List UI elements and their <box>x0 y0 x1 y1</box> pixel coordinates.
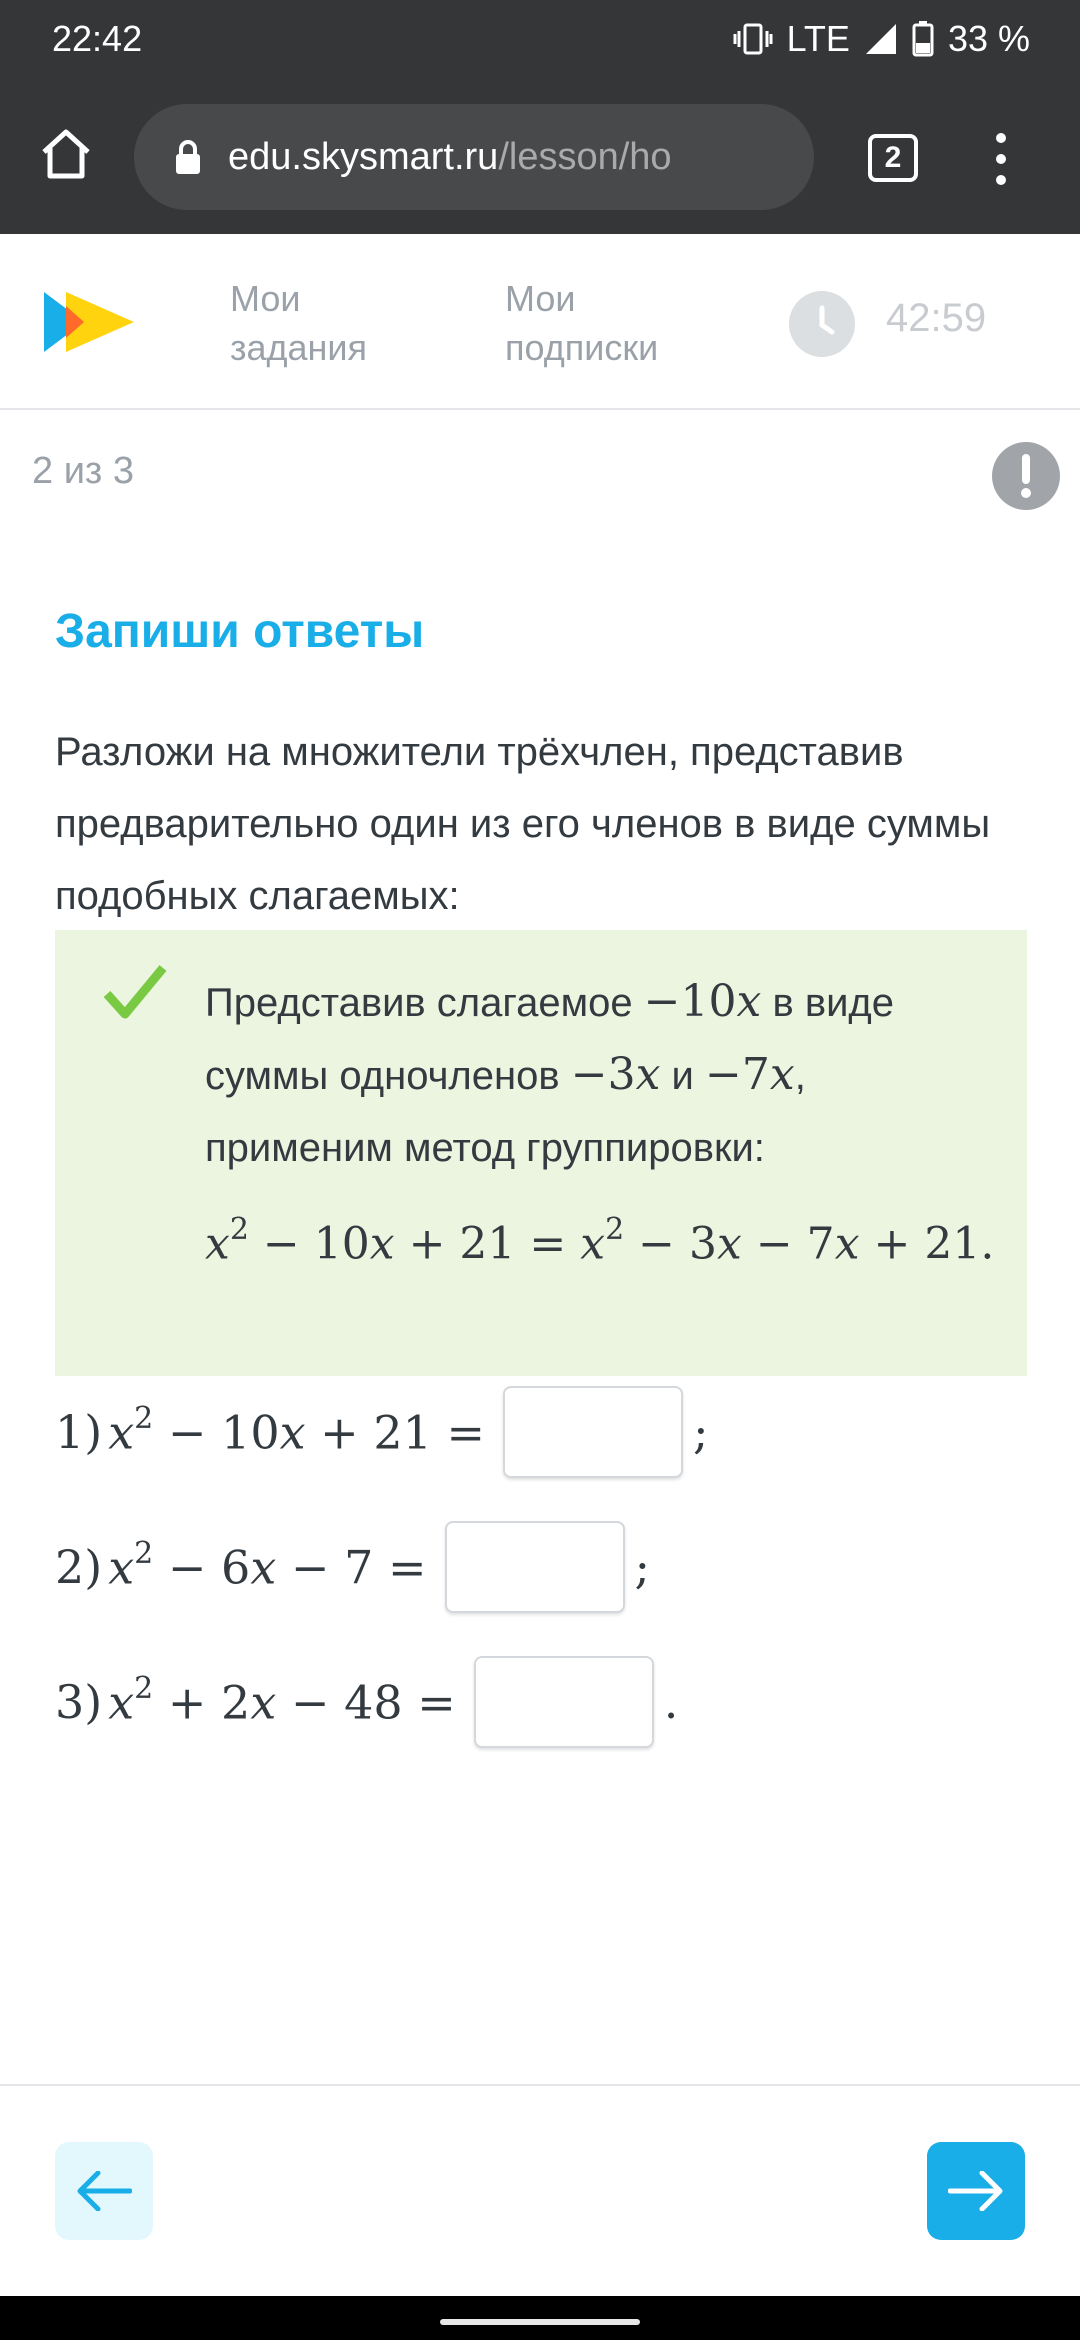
equation-number: 3) <box>55 1675 103 1729</box>
home-icon[interactable] <box>36 124 96 184</box>
hint-box <box>55 930 1027 1376</box>
hint-term-coef: −7 <box>704 1049 770 1100</box>
equation-part: + 21 = <box>305 1405 486 1460</box>
skysmart-logo[interactable] <box>44 292 134 352</box>
equation-part: + 2 <box>153 1675 251 1730</box>
hint-term-coef: −10 <box>643 976 737 1027</box>
lock-icon <box>174 139 202 175</box>
equation-part: − 6 <box>153 1540 251 1595</box>
equation-number: 2) <box>55 1540 103 1594</box>
answer-input-2[interactable] <box>445 1521 625 1613</box>
equation-end: . <box>663 1675 679 1729</box>
equation-expression: $x^2 - 10x + 21$ = <box>108 1400 486 1460</box>
app-header <box>0 234 1080 410</box>
tab-switcher-button[interactable]: 2 <box>868 134 918 182</box>
home-gesture-bar[interactable] <box>440 2319 640 2325</box>
network-type: LTE <box>786 18 850 59</box>
task-description: Разложи на множители трёхчлен, представив предварительно один из его членов в виде суммы подобных слагаемых: <box>55 730 991 918</box>
more-menu-icon[interactable] <box>990 132 1012 186</box>
task-title: Запиши ответы <box>55 605 425 658</box>
answer-input-1[interactable] <box>503 1386 683 1478</box>
equation-expression: $x^2 - 6x - 7$ = <box>108 1535 427 1595</box>
checkmark-icon <box>103 964 167 1020</box>
url-bar[interactable] <box>134 104 814 210</box>
hint-term-coef: −3 <box>570 1049 636 1100</box>
equation-end: ; <box>693 1405 709 1459</box>
hint-formula: $x^2 - 10x + 21 = x^2 - 3x - 7x + 21$. <box>205 1212 995 1270</box>
lesson-timer: 42:59 <box>886 296 987 340</box>
browser-toolbar <box>0 80 1080 234</box>
vibrate-icon <box>733 23 773 55</box>
hint-part: в виде суммы одночленов <box>205 981 895 1098</box>
equation-part: − 7 = <box>276 1540 427 1595</box>
answer-input-3[interactable] <box>474 1656 654 1748</box>
battery-level: 33 % <box>947 18 1030 59</box>
equation-row-3 <box>55 1656 678 1748</box>
status-bar <box>0 0 1080 80</box>
hint-term: −7x <box>704 1049 795 1100</box>
equation-part: − 48 = <box>276 1675 456 1730</box>
url-host: edu.skysmart.ru <box>228 135 499 178</box>
footer-divider <box>0 2084 1080 2086</box>
report-issue-button[interactable] <box>992 442 1060 510</box>
exclamation-icon <box>1019 454 1033 498</box>
equation-end: ; <box>634 1540 650 1594</box>
clock-icon <box>788 290 856 358</box>
next-button[interactable] <box>927 2142 1025 2240</box>
status-icons <box>733 18 1030 60</box>
hint-term: −3x <box>570 1049 661 1100</box>
hint-term: −10x <box>643 976 762 1027</box>
battery-icon <box>912 21 934 57</box>
task-progress: 2 из 3 <box>32 450 135 492</box>
equation-expression: $x^2 + 2x - 48$ = <box>108 1670 456 1730</box>
nav-my-subscriptions[interactable]: Мои подписки <box>505 278 659 368</box>
arrow-right-icon <box>948 2171 1004 2211</box>
signal-icon <box>864 22 898 56</box>
equation-row-2 <box>55 1521 650 1613</box>
arrow-left-icon <box>76 2171 132 2211</box>
previous-button[interactable] <box>55 2142 153 2240</box>
equation-number: 1) <box>55 1405 103 1459</box>
nav-my-tasks[interactable]: Мои задания <box>230 278 368 368</box>
url-path: /lesson/ho <box>498 135 672 178</box>
hint-part: Представив слагаемое <box>205 981 644 1025</box>
equation-row-1 <box>55 1386 709 1478</box>
system-nav-bar <box>0 2296 1080 2340</box>
equation-part: − 10 <box>153 1405 280 1460</box>
hint-text <box>205 966 995 1281</box>
status-time: 22:42 <box>52 18 143 59</box>
hint-part: и <box>660 1054 705 1098</box>
hint-part: , применим метод группировки: <box>205 1054 806 1170</box>
